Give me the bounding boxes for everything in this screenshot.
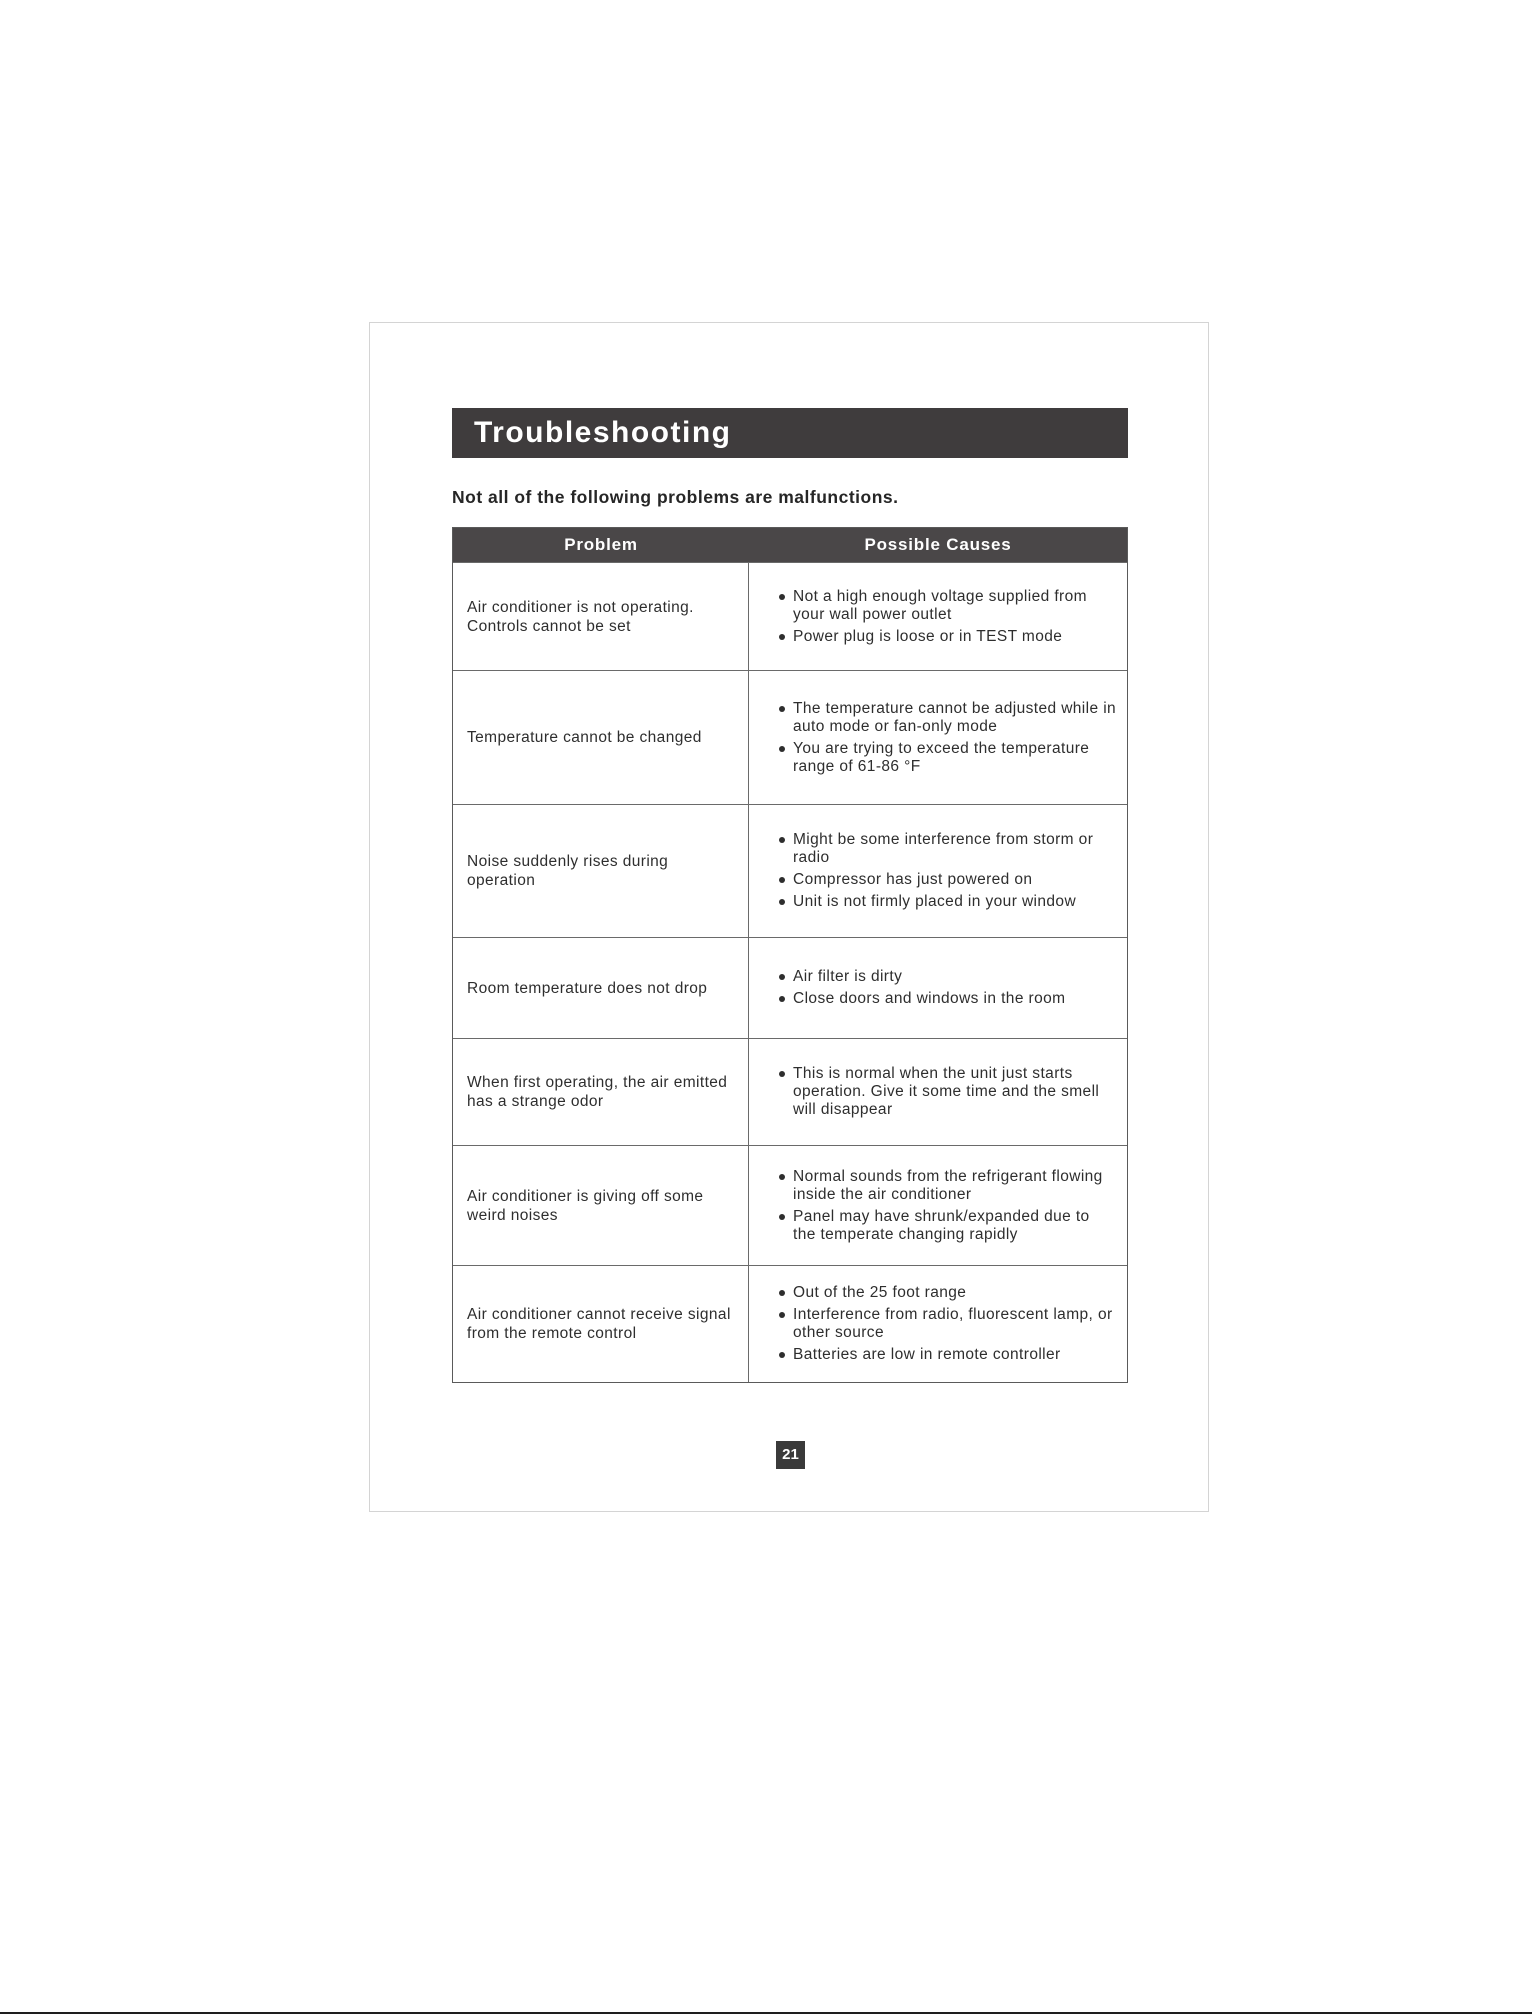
cause-item [779,588,1117,624]
subtitle: Not all of the following problems are malfunctions. [452,487,899,507]
table-row [453,1038,1127,1145]
cause-text: Out of the 25 foot range [793,1284,967,1301]
table-header [453,528,1127,562]
cause-text: Close doors and windows in the room [793,990,1066,1007]
cause-item [779,871,1117,889]
bullet-icon [779,837,785,843]
problem-cell: Air conditioner is giving off some weird noises [453,1146,749,1265]
bullet-icon [779,594,785,600]
cause-text: Panel may have shrunk/expanded due to the temperate changing rapidly [793,1207,1090,1243]
bullet-icon [779,1071,785,1077]
cause-text: Batteries are low in remote controller [793,1346,1061,1363]
problem-cell: Temperature cannot be changed [453,671,749,804]
table-row [453,562,1127,670]
table-row [453,1265,1127,1382]
causes-cell [749,563,1127,670]
bullet-icon [779,706,785,712]
bullet-icon [779,877,785,883]
causes-cell [749,938,1127,1038]
cause-text: Interference from radio, fluorescent lamp, or other source [793,1306,1113,1341]
causes-cell [749,1039,1127,1145]
page-number: 21 [776,1441,805,1469]
problem-column-header: Problem [564,535,638,554]
problem-cell: Noise suddenly rises during operation [453,805,749,937]
bullet-icon [779,1214,785,1220]
bullet-icon [779,746,785,752]
bullet-icon [779,996,785,1002]
cause-text: The temperature cannot be adjusted while in auto mode or fan-only mode [793,699,1117,735]
bullet-icon [779,1174,785,1180]
cause-item [779,1208,1117,1244]
cause-item [779,628,1117,646]
bullet-icon [779,1352,785,1358]
cause-item [779,968,1117,986]
cause-item [779,1346,1117,1364]
cause-item [779,700,1117,736]
cause-text: Not a high enough voltage supplied from your wall power outlet [793,587,1087,623]
causes-cell [749,1146,1127,1265]
page-title: Troubleshooting [452,408,1128,458]
cause-text: Air filter is dirty [793,968,903,985]
cause-item [779,1284,1117,1302]
cause-item [779,1065,1117,1119]
causes-cell [749,805,1127,937]
bullet-icon [779,899,785,905]
cause-item [779,1168,1117,1204]
cause-text: This is normal when the unit just starts operation. Give it some time and the smell will disappear [793,1065,1100,1118]
problem-cell: Air conditioner is not operating. Controls cannot be set [453,563,749,670]
cause-text: Might be some interference from storm or radio [793,831,1094,866]
cause-text: Compressor has just powered on [793,871,1033,888]
cause-item [779,740,1117,776]
table-row [453,804,1127,937]
cause-item [779,1306,1117,1342]
table-row [453,937,1127,1038]
problem-cell: When first operating, the air emitted has a strange odor [453,1039,749,1145]
cause-text: You are trying to exceed the temperature range of 61-86 °F [793,739,1090,775]
cause-item [779,893,1117,911]
problem-cell: Air conditioner cannot receive signal from the remote control [453,1266,749,1382]
bullet-icon [779,974,785,980]
table-row [453,670,1127,804]
cause-text: Power plug is loose or in TEST mode [793,627,1063,645]
bullet-icon [779,1290,785,1296]
cause-text: Normal sounds from the refrigerant flowing inside the air conditioner [793,1167,1103,1203]
cause-item [779,990,1117,1008]
causes-cell [749,1266,1127,1382]
cause-item [779,831,1117,867]
cause-text: Unit is not firmly placed in your window [793,893,1077,910]
table-row [453,1145,1127,1265]
problem-cell: Room temperature does not drop [453,938,749,1038]
bullet-icon [779,1312,785,1318]
causes-cell [749,671,1127,804]
troubleshooting-table [452,527,1128,1383]
bullet-icon [779,634,785,640]
causes-column-header: Possible Causes [864,535,1012,554]
